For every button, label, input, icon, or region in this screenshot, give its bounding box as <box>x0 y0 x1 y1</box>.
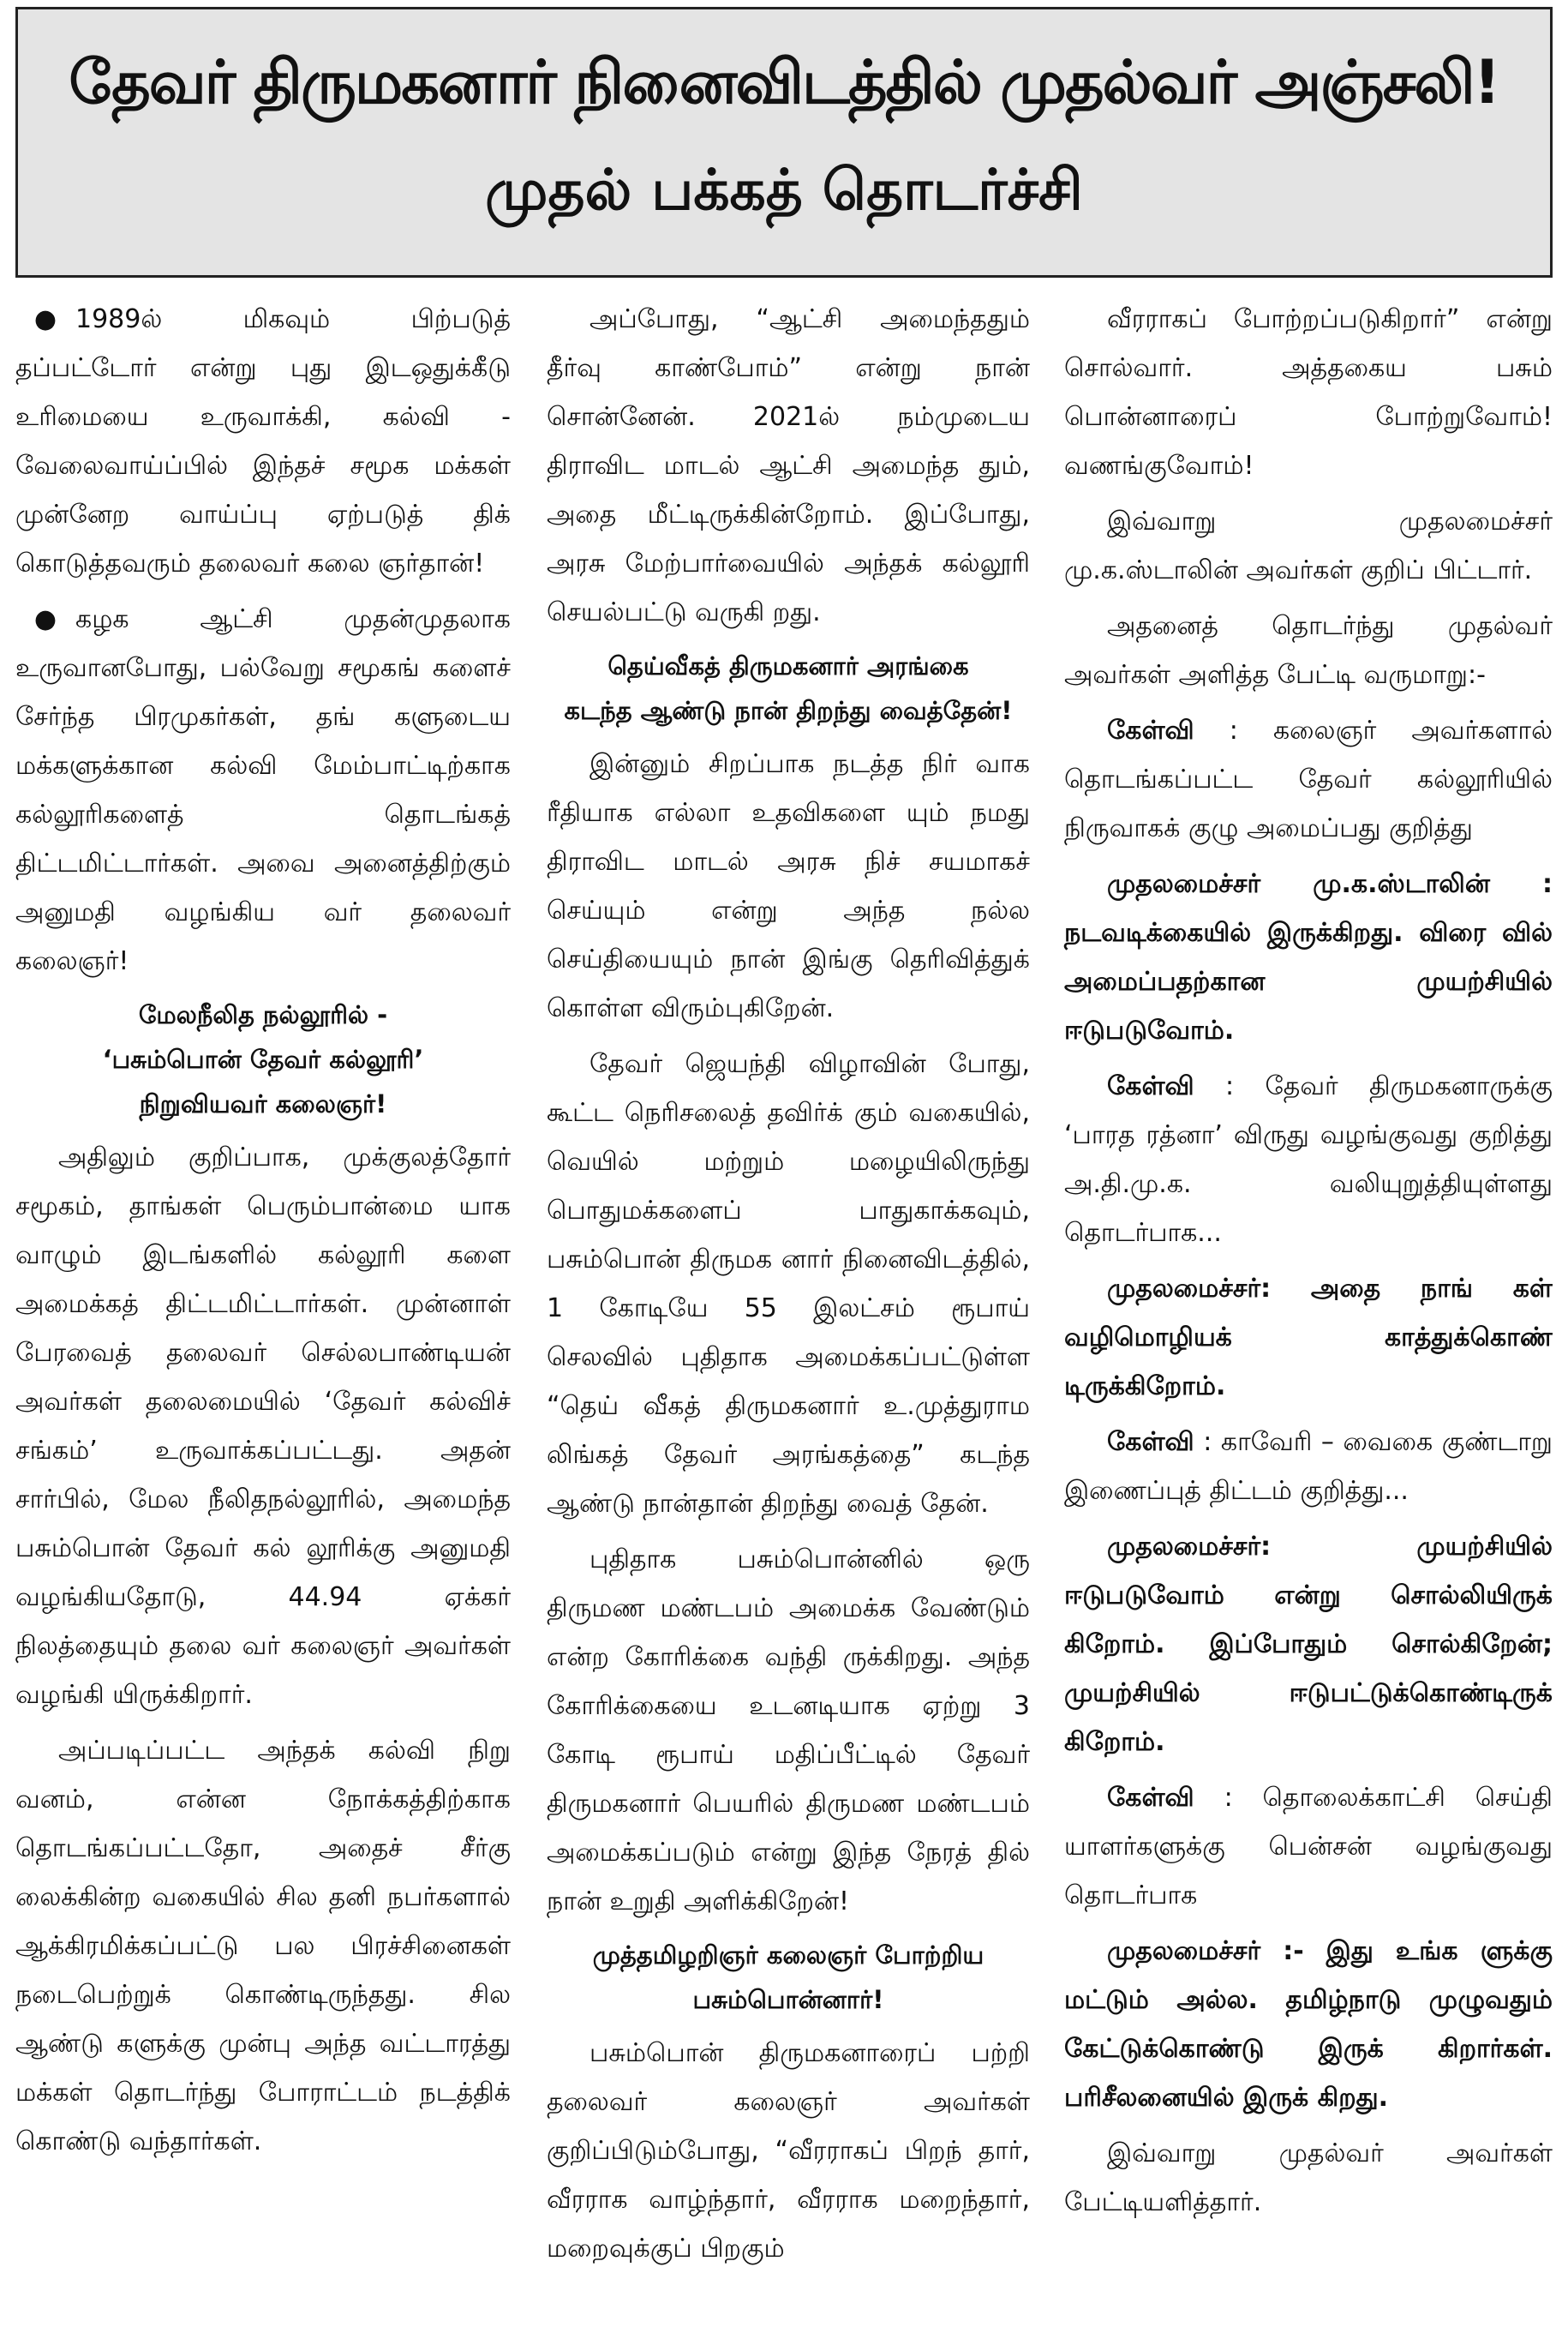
headline: தேவர் திருமகனார் நினைவிடத்தில் முதல்வர் அஞ்சலி! <box>69 47 1499 117</box>
paragraph: அப்போது, “ஆட்சி அமைந்ததும் தீர்வு காண்போம்” என்று நான் சொன்னேன். 2021ல் நம்முடைய திராவிட மாடல் ஆட்சி அமைந்த தும், அதை மீட்டிருக்கின்றோம். இப்போது, அரசு மேற்பார்வையில் அந்தக் கல்லூரி செயல்பட்டு வருகி றது. <box>547 304 1030 627</box>
question-label: கேள்வி <box>1107 1427 1194 1457</box>
bullet-paragraph: ● கழக ஆட்சி முதன்முதலாக உருவானபோது, பல்வேறு சமூகங் களைச் சேர்ந்த பிரமுகர்கள், தங் களுடைய மக்களுக்கான கல்வி மேம்பாட்டிற்காக கல்லூரிகளைத் தொடங்கத் திட்டமிட்டார்கள். அவை அனைத்திற்கும் அனுமதி வழங்கிய வர் தலைவர் கலைஞர்! <box>15 595 511 986</box>
section-subheading: தெய்வீகத் திருமகனார் அரங்கை கடந்த ஆண்டு நான் திறந்து வைத்தேன்! <box>564 651 1013 725</box>
paragraph: இவ்வாறு முதல்வர் அவர்கள் பேட்டியளித்தார். <box>1064 2138 1553 2217</box>
paragraph: இவ்வாறு முதலமைச்சர் மு.க.ஸ்டாலின் அவர்கள் குறிப் பிட்டார். <box>1064 507 1553 585</box>
question-label: கேள்வி <box>1107 1783 1194 1813</box>
column-1 <box>15 295 530 2300</box>
answer-paragraph: முதலமைச்சர் மு.க.ஸ்டாலின் : நடவடிக்கையில் இருக்கிறது. விரை வில் அமைப்பதற்கான முயற்சியில் ஈடுபடுவோம். <box>1064 869 1553 1046</box>
question-paragraph: கேள்வி : கலைஞர் அவர்களால் தொடங்கப்பட்ட தேவர் கல்லூரியில் நிருவாகக் குழு அமைப்பது குறித்து <box>1064 716 1553 843</box>
paragraph: பசும்பொன் திருமகனாரைப் பற்றி தலைவர் கலைஞர் அவர்கள் குறிப்பிடும்போது, “வீரராகப் பிறந் தார், வீரராக வாழ்ந்தார், வீரராக மறைந்தார், மறைவுக்குப் பிறகும் <box>547 2038 1030 2264</box>
question-paragraph: கேள்வி : காவேரி – வைகை குண்டாறு இணைப்புத் திட்டம் குறித்து... <box>1064 1427 1553 1506</box>
paragraph: இன்னும் சிறப்பாக நடத்த நிர் வாக ரீதியாக எல்லா உதவிகளை யும் நமது திராவிட மாடல் அரசு நிச் சயமாகச் செய்யும் என்று அந்த நல்ல செய்தியையும் நான் இங்கு தெரிவித்துக் கொள்ள விரும்புகிறேன். <box>547 749 1030 1023</box>
answer-paragraph: முதலமைச்சர்: முயற்சியில் ஈடுபடுவோம் என்று சொல்லியிருக் கிறோம். இப்போதும் சொல்கிறேன்; முயற்சியில் ஈடுபட்டுக்கொண்டிருக் கிறோம். <box>1064 1532 1553 1757</box>
paragraph: அதனைத் தொடர்ந்து முதல்வர் அவர்கள் அளித்த பேட்டி வருமாறு:- <box>1064 611 1553 690</box>
column-2 <box>530 295 1047 2300</box>
bullet-icon: ● <box>33 304 57 334</box>
paragraph: தேவர் ஜெயந்தி விழாவின் போது, கூட்ட நெரிசலைத் தவிர்க் கும் வகையில், வெயில் மற்றும் மழையிலிருந்து பொதுமக்களைப் பாதுகாக்கவும், பசும்பொன் திருமக னார் நினைவிடத்தில், 1 கோடியே 55 இலட்சம் ரூபாய் செலவில் புதிதாக அமைக்கப்பட்டுள்ள “தெய் வீகத் திருமகனார் உ.முத்துராம லிங்கத் தேவர் அரங்கத்தை” கடந்த ஆண்டு நான்தான் திறந்து வைத் தேன். <box>547 1049 1030 1519</box>
article-columns <box>15 295 1553 2300</box>
section-subheading: முத்தமிழறிஞர் கலைஞர் போற்றிய பசும்பொன்னார்! <box>592 1940 984 2014</box>
question-label: கேள்வி <box>1107 716 1194 746</box>
column-3 <box>1047 295 1553 2300</box>
answer-paragraph: முதலமைச்சர் :- இது உங்க ளுக்கு மட்டும் அல்ல. தமிழ்நாடு முழுவதும் கேட்டுக்கொண்டு இருக் கிறார்கள். பரிசீலனையில் இருக் கிறது. <box>1064 1936 1553 2113</box>
question-label: கேள்வி <box>1107 1071 1194 1101</box>
paragraph: அதிலும் குறிப்பாக, முக்குலத்தோர் சமூகம், தாங்கள் பெரும்பான்மை யாக வாழும் இடங்களில் கல்லூரி களை அமைக்கத் திட்டமிட்டார்கள். முன்னாள் பேரவைத் தலைவர் செல்லபாண்டியன் அவர்கள் தலைமையில் ‘தேவர் கல்விச் சங்கம்’ உருவாக்கப்பட்டது. அதன் சார்பில், மேல நீலிதநல்லூரில், அமைந்த பசும்பொன் தேவர் கல் லூரிக்கு அனுமதி வழங்கியதோடு, 44.94 ஏக்கர் நிலத்தையும் தலை வர் கலைஞர் அவர்கள் வழங்கி யிருக்கிறார். <box>15 1143 511 1710</box>
section-subheading: மேலநீலித நல்லூரில் - ‘பசும்பொன் தேவர் கல்லூரி’ நிறுவியவர் கலைஞர்! <box>102 1000 424 1119</box>
question-paragraph: கேள்வி : தேவர் திருமகனாருக்கு ‘பாரத ரத்னா’ விருது வழங்குவது குறித்து அ.தி.மு.க. வலியுறுத்தியுள்ளது தொடர்பாக... <box>1064 1071 1553 1248</box>
question-paragraph: கேள்வி : தொலைக்காட்சி செய்தி யாளர்களுக்கு பென்சன் வழங்குவது தொடர்பாக <box>1064 1783 1553 1910</box>
paragraph: வீரராகப் போற்றப்படுகிறார்” என்று சொல்வார். அத்தகைய பசும் பொன்னாரைப் போற்றுவோம்! வணங்குவோம்! <box>1064 304 1553 481</box>
continuation-subhead: முதல் பக்கத் தொடர்ச்சி <box>485 157 1083 223</box>
bullet-paragraph: ● 1989ல் மிகவும் பிற்படுத் தப்பட்டோர் என்று புது இடஒதுக்கீடு உரிமையை உருவாக்கி, கல்வி - வேலைவாய்ப்பில் இந்தச் சமூக மக்கள் முன்னேற வாய்ப்பு ஏற்படுத் திக் கொடுத்தவரும் தலைவர் கலை ஞர்தான்! <box>15 295 511 588</box>
answer-paragraph: முதலமைச்சர்: அதை நாங் கள் வழிமொழியக் காத்துக்கொண் டிருக்கிறோம். <box>1064 1274 1553 1401</box>
bullet-icon: ● <box>33 604 57 634</box>
headline-box <box>15 7 1553 278</box>
paragraph: புதிதாக பசும்பொன்னில் ஒரு திருமண மண்டபம் அமைக்க வேண்டும் என்ற கோரிக்கை வந்தி ருக்கிறது. அந்த கோரிக்கையை உடனடியாக ஏற்று 3 கோடி ரூபாய் மதிப்பீட்டில் தேவர் திருமகனார் பெயரில் திருமண மண்டபம் அமைக்கப்படும் என்று இந்த நேரத் தில் நான் உறுதி அளிக்கிறேன்! <box>547 1544 1030 1916</box>
paragraph: அப்படிப்பட்ட அந்தக் கல்வி நிறு வனம், என்ன நோக்கத்திற்காக தொடங்கப்பட்டதோ, அதைச் சீர்கு லைக்கின்ற வகையில் சில தனி நபர்களால் ஆக்கிரமிக்கப்பட்டு பல பிரச்சினைகள் நடைபெற்றுக் கொண்டிருந்தது. சில ஆண்டு களுக்கு முன்பு அந்த வட்டாரத்து மக்கள் தொடர்ந்து போராட்டம் நடத்திக் கொண்டு வந்தார்கள். <box>15 1736 511 2156</box>
